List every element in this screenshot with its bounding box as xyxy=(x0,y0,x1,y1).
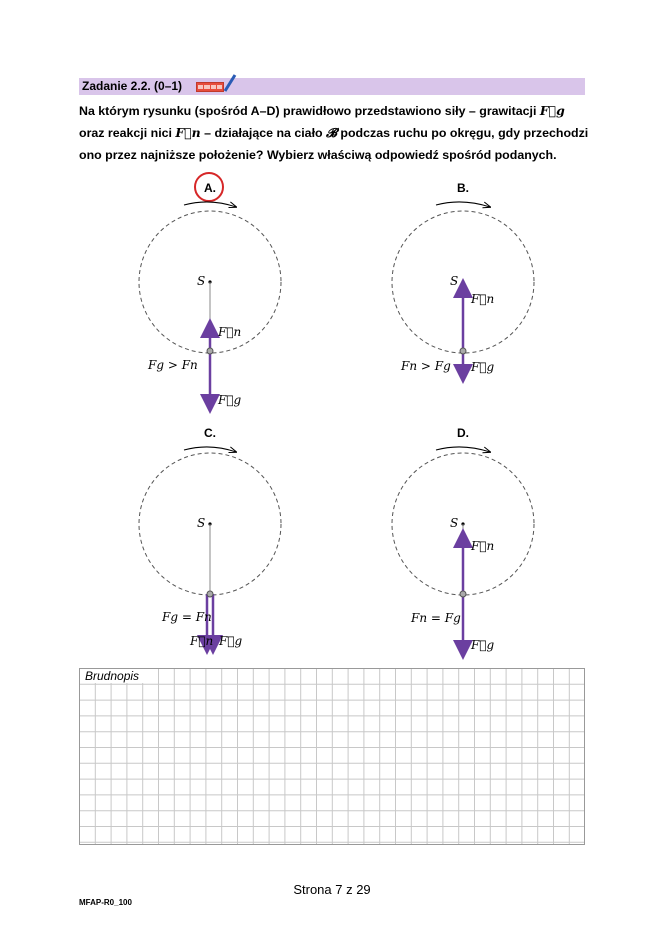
center-label: S xyxy=(450,274,459,288)
fn-label: F⃗n xyxy=(218,325,242,339)
fg-symbol: F⃗g xyxy=(539,103,565,118)
document-code: MFAP-R0_100 xyxy=(79,898,132,907)
draft-label: Brudnopis xyxy=(85,669,140,683)
body-symbol: 𝓑 xyxy=(326,125,337,140)
rotation-arrow-icon xyxy=(184,447,236,452)
fn-label: F⃗n xyxy=(471,292,495,306)
fn-label: F⃗n xyxy=(471,539,495,553)
diagram-a[interactable] xyxy=(139,173,281,407)
rotation-arrow-icon xyxy=(436,202,490,207)
body-point xyxy=(207,348,213,354)
diagram-label: C. xyxy=(204,426,216,440)
center-label: S xyxy=(197,516,206,530)
body-point xyxy=(460,348,466,354)
diagram-label: D. xyxy=(457,426,469,440)
fg-label: F⃗g xyxy=(471,638,495,652)
diagram-d[interactable] xyxy=(392,426,534,652)
center-label: S xyxy=(450,516,459,530)
diagram-b[interactable] xyxy=(392,181,534,374)
body-point xyxy=(460,591,466,597)
relation-label: Fg = Fn xyxy=(162,610,212,624)
center-label: S xyxy=(197,274,206,288)
rotation-arrow-icon xyxy=(436,447,490,452)
fg-label: F⃗g xyxy=(218,393,242,407)
draft-grid[interactable] xyxy=(79,668,585,845)
fn-symbol: F⃗n xyxy=(175,125,201,140)
diagram-label: A. xyxy=(204,181,216,195)
body-point xyxy=(207,591,213,597)
fg-label: F⃗g xyxy=(219,634,243,648)
diagram-label: B. xyxy=(457,181,469,195)
diagram-c[interactable] xyxy=(139,426,281,648)
task-title: Zadanie 2.2. (0–1) xyxy=(82,79,183,93)
page-number: Strona 7 z 29 xyxy=(293,882,371,897)
fg-label: F⃗g xyxy=(471,360,495,374)
relation-label: Fg > Fn xyxy=(148,358,198,372)
relation-label: Fn > Fg xyxy=(401,359,451,373)
question-text: Na którym rysunku (spośród A–D) prawidłowo przedstawiono siły – grawitacji F⃗g oraz reakcji nici F⃗n – działające na ciało 𝓑 podczas ruchu po okręgu, gdy przechodzi ono przez najniższe położenie? Wybierz właściwą odpowiedź spośród podanych. xyxy=(79,103,589,162)
relation-label: Fn = Fg xyxy=(411,611,461,625)
rotation-arrow-icon xyxy=(184,202,236,207)
fn-label: F⃗n xyxy=(190,634,214,648)
